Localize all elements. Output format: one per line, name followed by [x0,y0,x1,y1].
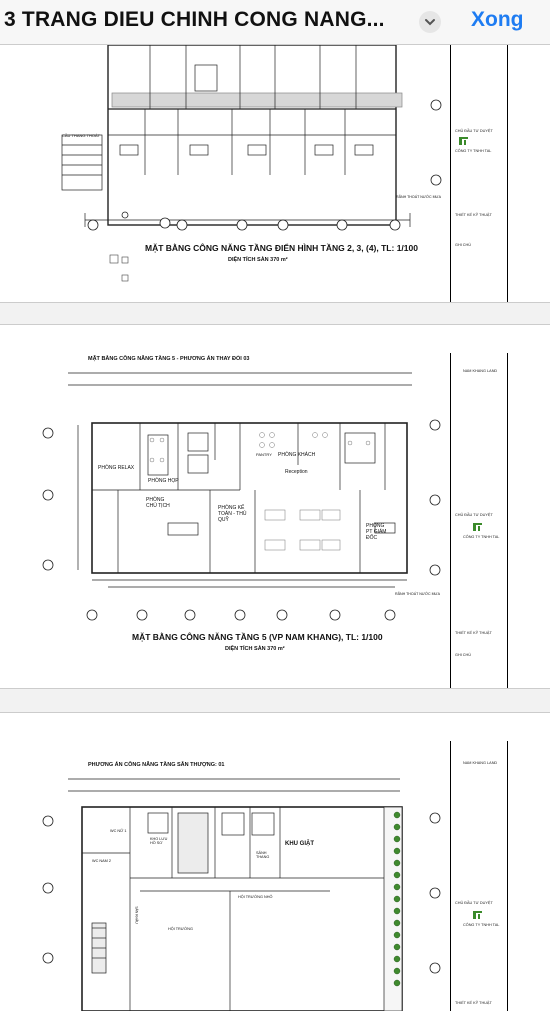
room-office: PHÒNG KẾ TOÁN - THỦ QUỸ [218,505,247,523]
drawing-page-2 [0,324,550,689]
owner-label: NAM KHANG LAND [463,761,498,765]
drawing-caption: MẶT BẰNG CÔNG NĂNG TẦNG ĐIỂN HÌNH TẦNG 2, 3, (4), TL: 1/100 [145,243,418,253]
design-label: THIẾT KẾ KỸ THUẬT [455,213,492,217]
notes-label: GHI CHÚ [455,653,472,657]
drain-label: RÃNH THOÁT NƯỚC MƯA [396,195,442,199]
design-label: THIẾT KẾ KỸ THUẬT [455,631,492,635]
design-label: THIẾT KẾ KỸ THUẬT [455,1001,492,1005]
done-button[interactable]: Xong [471,8,524,31]
floor-area: DIỆN TÍCH SÀN 370 m² [228,257,288,263]
room-small-hall: HỘI TRƯỜNG NHỎ [238,895,273,899]
title-block [450,741,508,1011]
room-relax: PHÒNG RELAX [98,465,135,471]
room-deputy: PHÒNG PT GIÁM ĐỐC [366,523,387,541]
drawing-caption: MẶT BẰNG CÔNG NĂNG TẦNG 5 (VP NAM KHANG), TL: 1/100 [132,632,383,642]
floor-area: DIỆN TÍCH SÀN 370 m² [225,646,285,652]
document-header [0,0,550,45]
company-name: CÔNG TY TNHH TAL [463,535,500,539]
title-block [450,45,508,302]
room-wc-2: WC NAM 2 [92,859,111,863]
owner-approval-label: CHỦ ĐẦU TƯ DUYỆT [455,129,493,133]
room-meeting-hall: HỘI TRƯỜNG [168,927,193,931]
plan-title: PHƯƠNG ÁN CÔNG NĂNG TẦNG SÂN THƯỢNG: 01 [88,762,225,768]
room-director: PHÒNG CHỦ TỊCH [146,497,170,509]
owner-label: NAM KHANG LAND [463,369,498,373]
chevron-down-icon [424,17,436,27]
stair-label: CẦU THANG THOÁT [62,133,101,138]
title-dropdown-button[interactable] [419,11,441,33]
owner-approval-label: CHỦ ĐẦU TƯ DUYỆT [455,901,493,905]
drain-label: RÃNH THOÁT NƯỚC MƯA [395,592,441,596]
room-hall: SẢNH THANG [256,851,270,859]
room-meeting: PHÒNG HỌP [148,478,179,484]
owner-approval-label: CHỦ ĐẦU TƯ DUYỆT [455,513,493,517]
plan-title: MẶT BẰNG CÔNG NĂNG TẦNG 5 - PHƯƠNG ÁN THAY ĐỔI 03 [88,356,250,362]
company-name: CÔNG TY TNHH TAL [463,923,500,927]
document-title: 3 TRANG DIEU CHINH CONG NANG... [4,8,385,31]
company-logo [473,523,483,531]
company-logo [459,137,469,145]
room-reception: Reception [285,469,308,475]
drawing-page-3 [0,712,550,1011]
room-wc-1: WC NỮ 1 [110,829,127,833]
room-pantry: PANTRY [256,452,272,457]
company-logo [473,911,483,919]
room-laundry: KHU GIẶT [285,841,314,847]
room-stage: SÂN KHẤU [134,906,139,924]
company-name: CÔNG TY TNHH TAL [455,149,492,153]
floor-plan-typical [0,45,450,302]
room-store: KHO LƯU HỒ SƠ [150,837,168,845]
drawing-page-1 [0,44,550,303]
room-guest: PHÒNG KHÁCH [278,452,316,458]
notes-label: GHI CHÚ [455,243,472,247]
floor-plan-rooftop [0,713,450,1011]
title-block [450,353,508,688]
